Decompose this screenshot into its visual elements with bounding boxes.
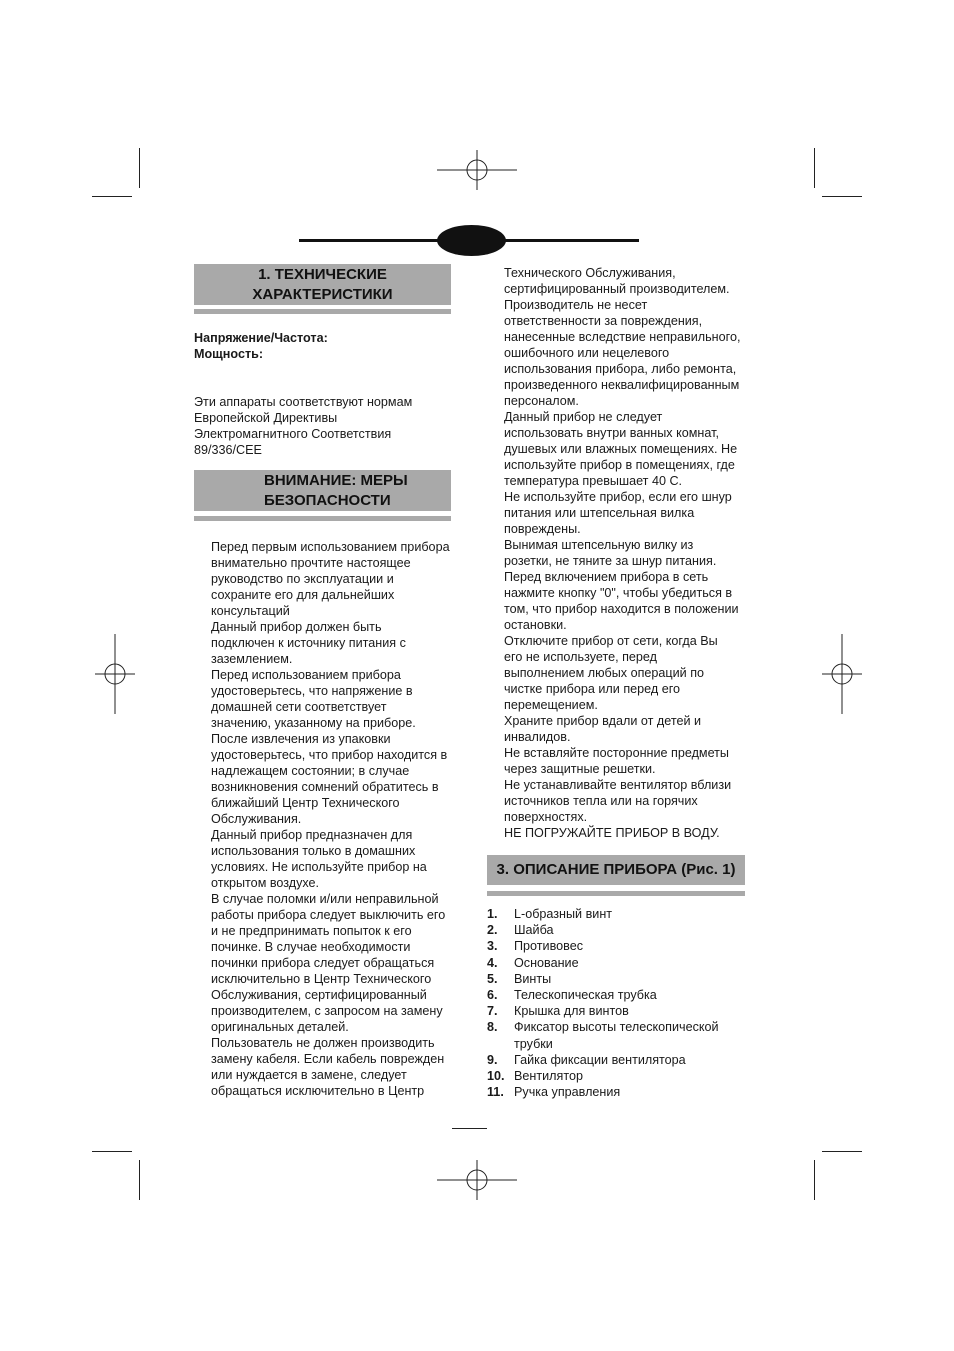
part-label: Шайба bbox=[514, 923, 554, 938]
crop-mark-top-left-v bbox=[139, 148, 140, 188]
list-item bbox=[487, 1019, 752, 1051]
list-item bbox=[487, 955, 752, 971]
part-number: 7. bbox=[487, 1004, 498, 1019]
list-item bbox=[487, 1052, 752, 1068]
part-number: 6. bbox=[487, 988, 498, 1003]
section2-heading-underline bbox=[194, 516, 451, 521]
part-number: 9. bbox=[487, 1052, 498, 1067]
section1-heading-text: 1. ТЕХНИЧЕСКИЕ ХАРАКТЕРИСТИКИ bbox=[252, 266, 393, 303]
crop-mark-top-right-h bbox=[822, 196, 862, 197]
part-label: Противовес bbox=[514, 939, 583, 954]
list-item bbox=[487, 1003, 752, 1019]
section2-heading bbox=[194, 470, 451, 511]
list-item bbox=[487, 938, 752, 954]
compliance-text: Эти аппараты соответствуют нормам Европейской Директивы Электромагнитного Соответствия 89/336/CEE bbox=[194, 395, 413, 457]
part-label: Гайка фиксации вентилятора bbox=[514, 1052, 686, 1067]
part-number: 1. bbox=[487, 907, 498, 921]
parts-list bbox=[487, 906, 752, 1100]
registration-crosshair-right-icon bbox=[822, 634, 862, 714]
crop-mark-bottom-left-h bbox=[92, 1151, 132, 1152]
part-number: 10. bbox=[487, 1069, 505, 1084]
list-item bbox=[487, 987, 752, 1003]
part-label: Телескопическая трубка bbox=[514, 988, 657, 1003]
section3-heading-underline bbox=[487, 891, 745, 896]
crop-mark-bottom-left-v bbox=[139, 1160, 140, 1200]
section3-heading-text: 3. ОПИСАНИЕ ПРИБОРА (Рис. 1) bbox=[496, 861, 736, 878]
spec-power-label: Мощность: bbox=[194, 347, 264, 361]
section1-heading-underline bbox=[194, 309, 451, 314]
part-number: 5. bbox=[487, 971, 498, 986]
page-tab bbox=[437, 225, 506, 256]
registration-crosshair-top-icon bbox=[437, 150, 517, 190]
list-item bbox=[487, 922, 752, 938]
part-label: Ручка управления bbox=[514, 1085, 621, 1100]
crop-mark-bottom-right-v bbox=[814, 1160, 815, 1200]
part-label: Крышка для винтов bbox=[514, 1004, 629, 1019]
part-label: Винты bbox=[514, 971, 552, 986]
header-rule-right bbox=[503, 239, 639, 242]
part-number: 8. bbox=[487, 1020, 498, 1035]
registration-crosshair-left-icon bbox=[95, 634, 135, 714]
part-label: Основание bbox=[514, 955, 579, 970]
spec-voltage-label: Напряжение/Частота: bbox=[194, 331, 328, 345]
footer-rule bbox=[452, 1128, 487, 1129]
section2-heading-text: ВНИМАНИЕ: МЕРЫ БЕЗОПАСНОСТИ bbox=[264, 472, 408, 509]
part-label: Фиксатор высоты телескопической трубки bbox=[514, 1020, 719, 1051]
part-label: L-образный винт bbox=[514, 907, 613, 921]
section1-heading bbox=[194, 264, 451, 305]
safety-text-right: Технического Обслуживания, сертифицированный производителем. Производитель не несет ответственности за повреждения, нанесенные вследствие неправильного, ошибочного или нецелевого использования прибора, либо ремонта, произведенного неквалифицированным персоналом. Данный прибор не следует использовать внутри ванных комнат, душевых или влажных помещениях. Не используйте прибор в помещениях, где температура превышает 40 С. Не используйте прибор, если его шнур питания или штепсельная вилка повреждены. Вынимая штепсельную вилку из розетки, не тяните за шнур питания. Перед включением прибора в сеть нажмите кнопку "0", чтобы убедиться в том, что прибор находится в положении остановки. Отключите прибор от сети, когда Вы его не используете, перед выполнением любых операций по чистке прибора или перед его перемещением. Храните прибор вдали от детей и инвалидов. Не вставляйте посторонние предметы через защитные решетки. Не устанавливайте вентилятор вблизи источников тепла или на горячих поверхностях. НЕ ПОГРУЖАЙТЕ ПРИБОР В ВОДУ. bbox=[504, 266, 741, 840]
crop-mark-top-left-h bbox=[92, 196, 132, 197]
safety-text-left: Перед первым использованием прибора внимательно прочтите настоящее руководство по эксплуатации и сохраните его для дальнейших консультаций Данный прибор должен быть подключен к источнику питания с заземлением. Перед использованием прибора удостоверьтесь, что напряжение в домашней сети соответствует значению, указанному на приборе. После извлечения из упаковки удостоверьтесь, что прибор находится в надлежащем состоянии; в случае возникновения сомнений обратитесь в ближайший Центр Технического Обслуживания. Данный прибор предназначен для использования только в домашних условиях. Не используйте прибор на открытом воздухе. В случае поломки и/или неправильной работы прибора следует выключить его и не предпринимать попыток к его починке. В случае необходимости починки прибора следует обращаться исключительно в Центр Технического Обслуживания, сертифицированный производителем, с запросом на замену оригинальных деталей. Пользователь не должен производить замену кабеля. Если кабель поврежден или нуждается в замене, следует обращаться исключительно в Центр bbox=[211, 540, 450, 1098]
list-item bbox=[487, 1068, 752, 1084]
part-number: 11. bbox=[487, 1085, 504, 1100]
crop-mark-bottom-right-h bbox=[822, 1151, 862, 1152]
list-item bbox=[487, 971, 752, 987]
list-item bbox=[487, 906, 752, 922]
part-number: 3. bbox=[487, 939, 498, 954]
part-number: 2. bbox=[487, 923, 498, 938]
section3-heading bbox=[487, 855, 745, 885]
registration-crosshair-bottom-icon bbox=[437, 1160, 517, 1200]
list-item bbox=[487, 1084, 752, 1100]
part-number: 4. bbox=[487, 955, 498, 970]
part-label: Вентилятор bbox=[514, 1069, 583, 1084]
crop-mark-top-right-v bbox=[814, 148, 815, 188]
header-rule-left bbox=[299, 239, 439, 242]
